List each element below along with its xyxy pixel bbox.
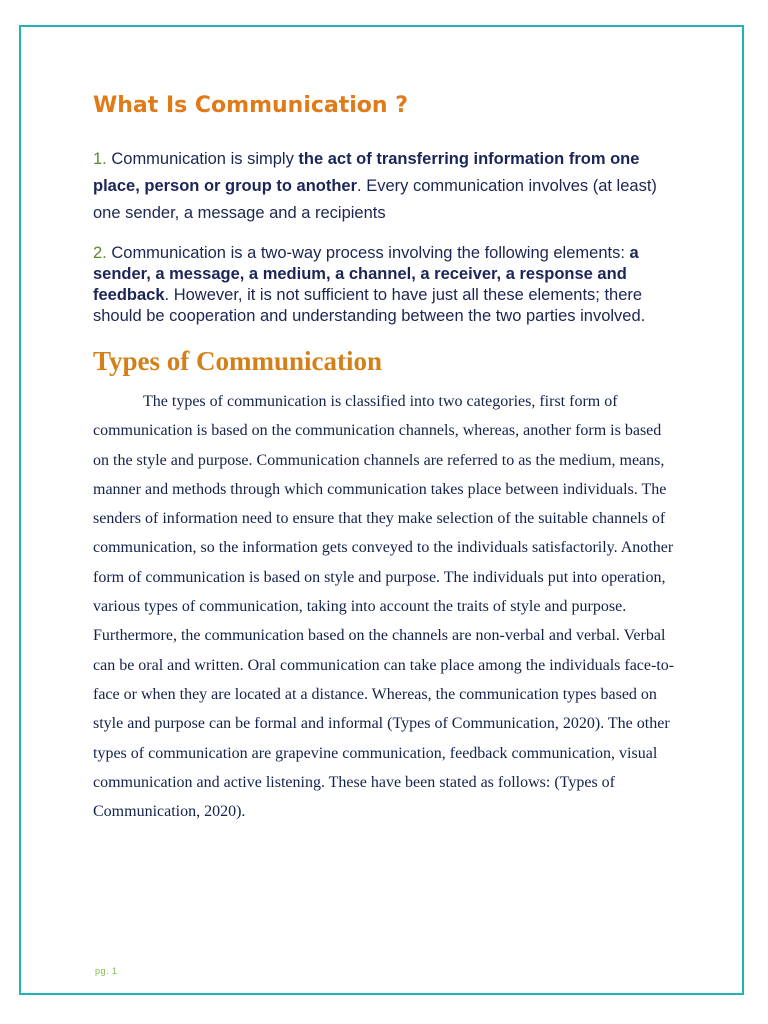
page-content <box>93 88 678 842</box>
point-1-bold: the act of transferring information from one place, person or group to another <box>93 150 640 195</box>
point-1-number: 1. <box>93 150 107 168</box>
point-2-text-a: Communication is a two-way process involving the following elements: <box>106 244 630 262</box>
heading-types-of-communication: Types of Communication <box>93 346 383 376</box>
point-2-number: 2. <box>93 244 107 262</box>
point-2-text-b: . However, it is not sufficient to have just all these elements; there should be cooperation and understanding between the two parties involved. <box>93 286 646 325</box>
page-number: pg. 1 <box>95 966 118 976</box>
point-2 <box>93 243 678 327</box>
point-2-bold: a sender, a message, a medium, a channel, a receiver, a response and feedback <box>93 244 639 304</box>
point-1-text-a: Communication is simply <box>106 150 299 168</box>
point-1 <box>93 146 678 227</box>
heading-what-is-communication: What Is Communication ? <box>93 93 409 118</box>
body-paragraph: The types of communication is classified into two categories, first form of communication is based on the communication channels, whereas, another form is based on the style and purpose. Communication channels are referred to as the medium, means, manner and methods through which communication takes place between individuals. The senders of information need to ensure that they make selection of the suitable channels of communication, so the information gets conveyed to the individuals satisfactorily. Another form of communication is based on style and purpose. The individuals put into operation, various types of communication, taking into account the traits of style and purpose. Furthermore, the communication based on the channels are non-verbal and verbal. Verbal can be oral and written. Oral communication can take place among the individuals face-to-face or when they are located at a distance. Whereas, the communication types based on style and purpose can be formal and informal (Types of Communication, 2020). The other types of communication are grapevine communication, feedback communication, visual communication and active listening. These have been stated as follows: (Types of Communication, 2020). <box>93 393 675 821</box>
point-1-text-b: . Every communication involves (at least) one sender, a message and a recipients <box>93 177 657 222</box>
